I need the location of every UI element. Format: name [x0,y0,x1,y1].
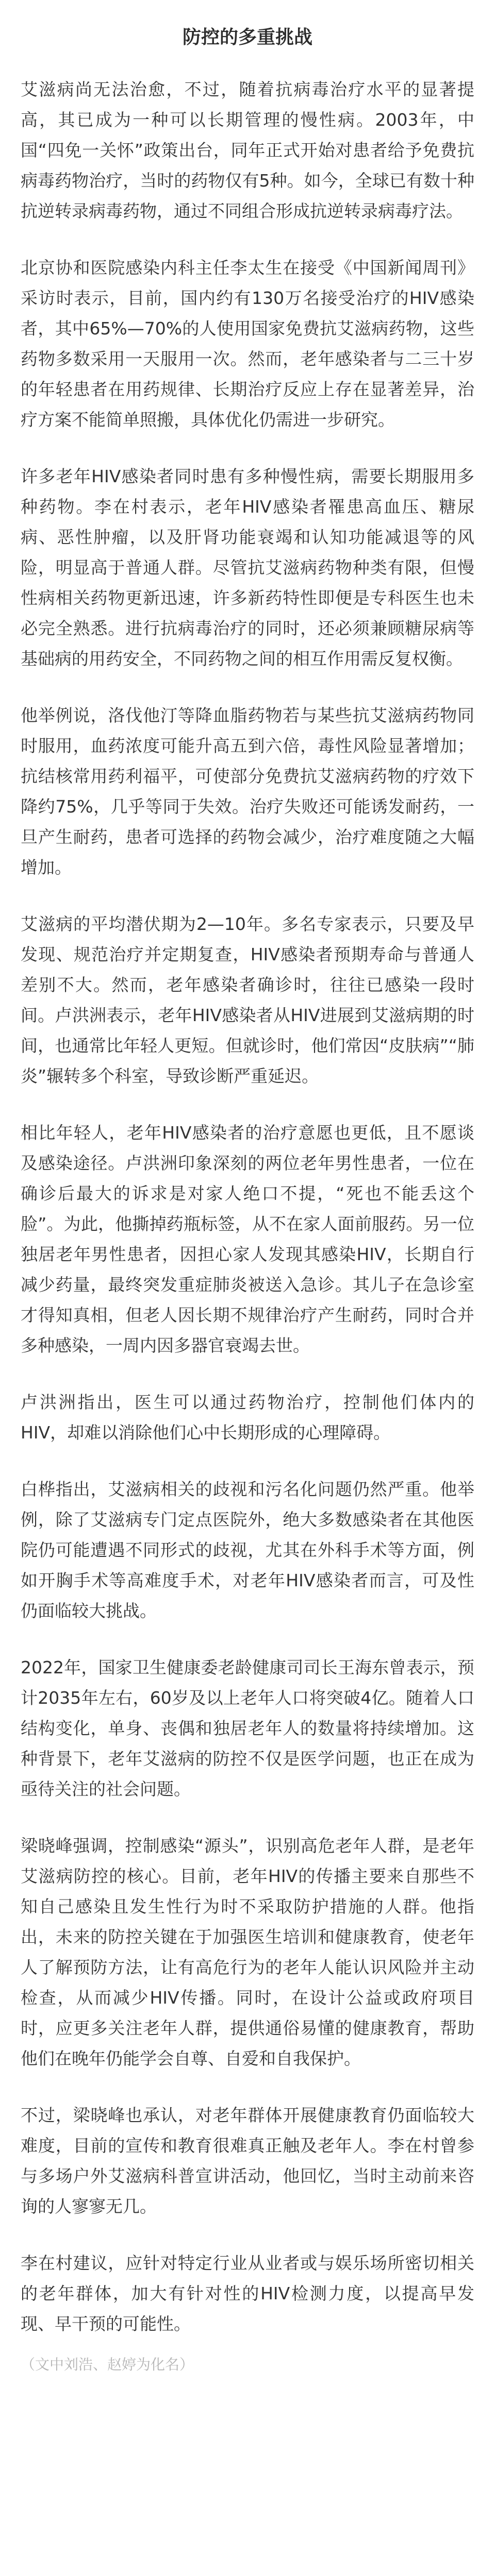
paragraph-5: 艾滋病的平均潜伏期为2—10年。多名专家表示，只要及早发现、规范治疗并定期复查，HIV感染者预期寿命与普通人差别不大。然而，老年感染者确诊时，往往已感染一段时间。卢洪洲表示，老年HIV感染者从HIV进展到艾滋病期的时间，也通常比年轻人更短。但就诊时，他们常因“皮肤病”“肺炎”辗转多个科室，导致诊断严重延迟。 [21,914,474,1086]
paragraph-2: 北京协和医院感染内科主任李太生在接受《中国新闻周刊》采访时表示，目前，国内约有130万名接受治疗的HIV感染者，其中65%—70%的人使用国家免费抗艾滋病药物，这些药物多数采用一天服用一次。然而，老年感染者与二三十岁的年轻患者在用药规律、长期治疗反应上存在显著差异，治疗方案不能简单照搬，具体优化仍需进一步研究。 [21,258,474,430]
paragraph-6: 相比年轻人，老年HIV感染者的治疗意愿也更低，且不愿谈及感染途径。卢洪洲印象深刻的两位老年男性患者，一位在确诊后最大的诉求是对家人绝口不提，“死也不能丢这个脸”。为此，他撕掉药瓶标签，从不在家人面前服药。另一位独居老年男性患者，因担心家人发现其感染HIV，长期自行减少药量，最终突发重症肺炎被送入急诊。其儿子在急诊室才得知真相，但老人因长期不规律治疗产生耐药，同时合并多种感染，一周内因多器官衰竭去世。 [21,1123,474,1355]
paragraph-3: 许多老年HIV感染者同时患有多种慢性病，需要长期服用多种药物。李在村表示，老年HIV感染者罹患高血压、糖尿病、恶性肿瘤，以及肝肾功能衰竭和认知功能减退等的风险，明显高于普通人群。尽管抗艾滋病药物种类有限，但慢性病相关药物更新迅速，许多新药特性即便是专科医生也未必完全熟悉。进行抗病毒治疗的同时，还必须兼顾糖尿病等基础病的用药安全，不同药物之间的相互作用需反复权衡。 [21,466,474,669]
paragraph-10: 梁晓峰强调，控制感染“源头”，识别高危老年人群，是老年艾滋病防控的核心。目前，老年HIV的传播主要来自那些不知自己感染且发生性行为时不采取防护措施的人群。他指出，未来的防控关键在于加强医生培训和健康教育，使老年人了解预防方法，让有高危行为的老年人能认识风险并主动检查，从而减少HIV传播。同时，在设计公益或政府项目时，应更多关注老年人群，提供通俗易懂的健康教育，帮助他们在晚年仍能学会自尊、自爱和自我保护。 [21,1836,474,2069]
paragraph-8: 白桦指出，艾滋病相关的歧视和污名化问题仍然严重。他举例，除了艾滋病专门定点医院外，绝大多数感染者在其他医院仍可能遭遇不同形式的歧视，尤其在外科手术等方面，例如开胸手术等高难度手术，对老年HIV感染者而言，可及性仍面临较大挑战。 [21,1479,474,1621]
paragraph-11: 不过，梁晓峰也承认，对老年群体开展健康教育仍面临较大难度，目前的宣传和教育很难真正触及老年人。李在村曾参与多场户外艾滋病科普宣讲活动，他回忆，当时主动前来咨询的人寥寥无几。 [21,2105,474,2216]
paragraph-4: 他举例说，洛伐他汀等降血脂药物若与某些抗艾滋病药物同时服用，血药浓度可能升高五到六倍，毒性风险显著增加；抗结核常用药利福平，可使部分免费抗艾滋病药物的疗效下降约75%，几乎等同于失效。治疗失败还可能诱发耐药，一旦产生耐药，患者可选择的药物会减少，治疗难度随之大幅增加。 [21,705,474,877]
article-title: 防控的多重挑战 [182,27,312,48]
paragraph-9: 2022年，国家卫生健康委老龄健康司司长王海东曾表示，预计2035年左右，60岁及以上老年人口将突破4亿。随着人口结构变化，单身、丧偶和独居老年人的数量将持续增加。这种背景下，老年艾滋病的防控不仅是医学问题，也正在成为亟待关注的社会问题。 [21,1657,474,1799]
paragraph-12: 李在村建议，应针对特定行业从业者或与娱乐场所密切相关的老年群体，加大有针对性的HIV检测力度，以提高早发现、早干预的可能性。 [21,2253,474,2334]
paragraph-7: 卢洪洲指出，医生可以通过药物治疗，控制他们体内的HIV，却难以消除他们心中长期形成的心理障碍。 [21,1392,474,1443]
paragraph-1: 艾滋病尚无法治愈，不过，随着抗病毒治疗水平的显著提高，其已成为一种可以长期管理的慢性病。2003年，中国“四免一关怀”政策出台，同年正式开始对患者给予免费抗病毒药物治疗，当时的药物仅有5种。如今，全球已有数十种抗逆转录病毒药物，通过不同组合形成抗逆转录病毒疗法。 [21,79,474,221]
pseudonym-note: （文中刘浩、赵婷为化名） [21,2356,194,2373]
